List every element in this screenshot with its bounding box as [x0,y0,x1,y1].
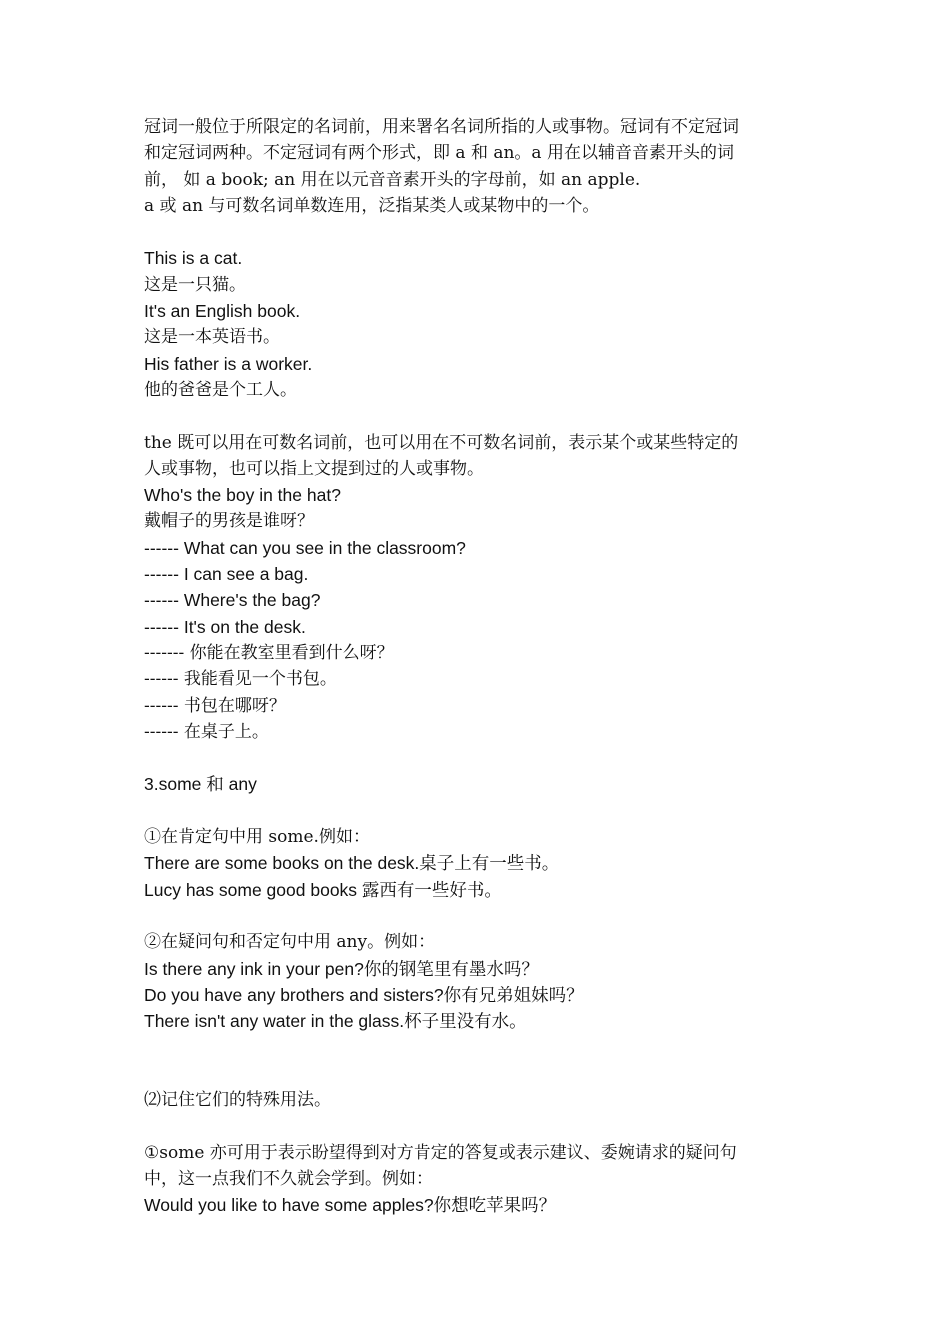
blank-line [144,219,812,245]
example-english: It's an English book. [144,301,301,322]
dialogue-translation: ------ 在桌子上。 [144,721,269,742]
dialogue-line: ------ It's on the desk. [144,616,306,637]
paragraph-special-usage [144,1087,812,1113]
text-line: a 或 an 与可数名词单数连用，泛指某类人或某物中的一个。 [144,195,600,216]
dialogue-translation: ------ 书包在哪呀？ [144,695,286,716]
example-english: His father is a worker. [144,353,313,374]
blank-line [144,798,812,824]
blank-line [144,403,812,429]
rule-line: ①some 亦可用于表示盼望得到对方肯定的答复或表示建议、委婉请求的疑问句 [144,1142,737,1163]
paragraph-the [144,430,812,746]
example-english: Who's the boy in the hat? [144,485,341,506]
text-line: 前， 如 a book; an 用在以元音音素开头的字母前，如 an apple. [144,169,641,190]
section-heading-some-any [144,771,812,797]
example-line: There isn't any water in the glass.杯子里没有水。 [144,1011,527,1032]
example-line: Do you have any brothers and sisters?你有兄弟姐妹吗？ [144,984,584,1005]
text-line: the 既可以用在可数名词前，也可以用在不可数名词前，表示某个或某些特定的 [144,432,739,453]
blank-line [144,745,812,771]
text-line: 人或事物，也可以指上文提到过的人或事物。 [144,458,484,479]
dialogue-line: ------ Where's the bag? [144,590,321,611]
example-translation: 这是一本英语书。 [144,327,280,348]
paragraph-intro [144,114,812,219]
rule-line: ①在肯定句中用 some.例如： [144,827,370,848]
example-english: This is a cat. [144,248,243,269]
example-line: Would you like to have some apples?你想吃苹果吗？ [144,1195,557,1216]
document-page [144,114,812,1218]
blank-line [144,1061,812,1087]
paragraph-some-requests [144,1140,812,1219]
dialogue-translation: ------ 我能看见一个书包。 [144,669,337,690]
paragraph-any-questions [144,929,812,1034]
section-heading: 3.some 和 any [144,774,257,795]
example-line: Lucy has some good books 露西有一些好书。 [144,879,502,900]
blank-line [144,903,812,929]
blank-line [144,1034,812,1060]
blank-line [144,1113,812,1139]
rule-line: ⑵记住它们的特殊用法。 [144,1089,331,1110]
paragraph-some-affirmative [144,824,812,903]
example-translation: 这是一只猫。 [144,274,246,295]
example-translation: 他的爸爸是个工人。 [144,379,297,400]
example-line: Is there any ink in your pen?你的钢笔里有墨水吗？ [144,958,539,979]
rule-line: ②在疑问句和否定句中用 any。例如： [144,932,436,953]
example-line: There are some books on the desk.桌子上有一些书。 [144,853,560,874]
dialogue-translation: ------- 你能在教室里看到什么呀？ [144,642,394,663]
dialogue-line: ------ I can see a bag. [144,564,309,585]
rule-line: 中，这一点我们不久就会学到。例如： [144,1168,433,1189]
example-translation: 戴帽子的男孩是谁呀？ [144,511,314,532]
paragraph-examples-a-an [144,245,812,403]
text-line: 冠词一般位于所限定的名词前，用来署名名词所指的人或事物。冠词有不定冠词 [144,117,739,137]
text-line: 和定冠词两种。不定冠词有两个形式，即 a 和 an。a 用在以辅音音素开头的词 [144,143,734,164]
dialogue-line: ------ What can you see in the classroom? [144,537,466,558]
